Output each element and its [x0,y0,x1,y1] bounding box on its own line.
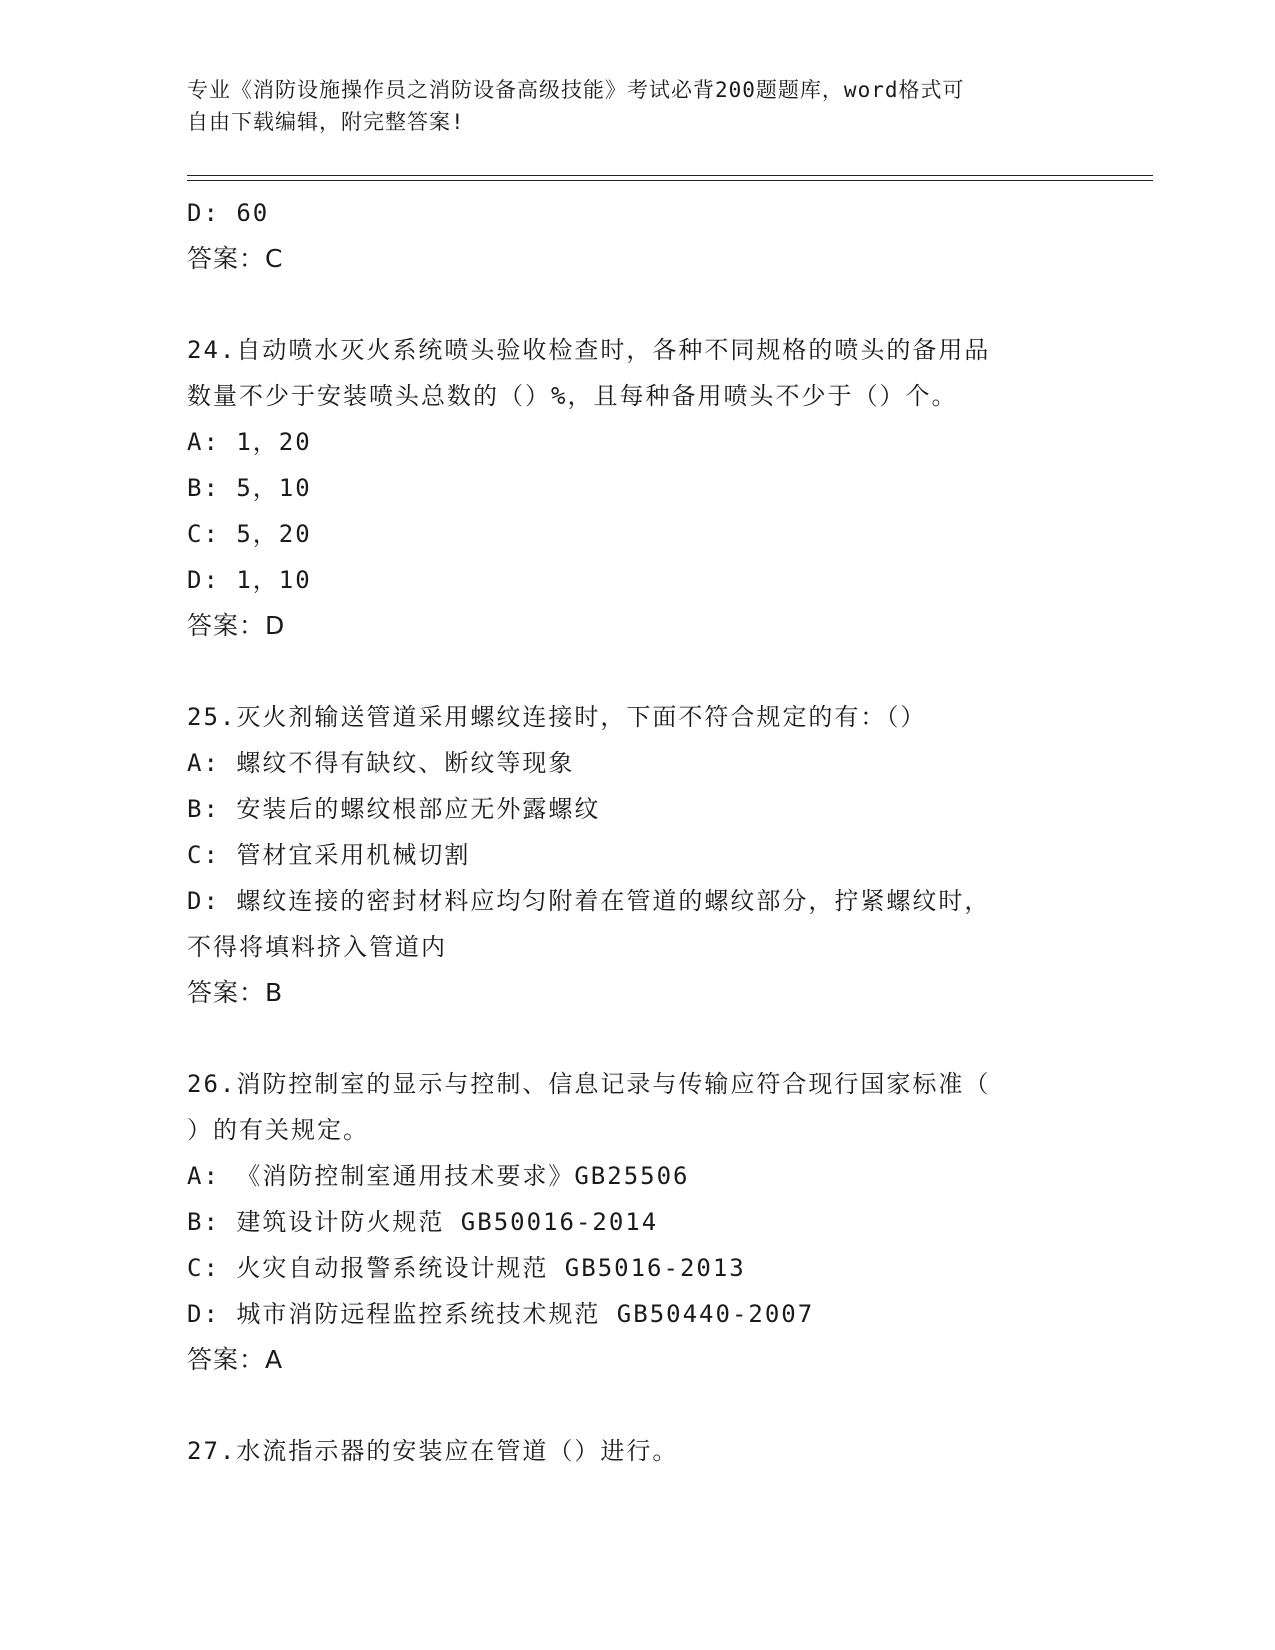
question-stem: 27.水流指示器的安装应在管道（）进行。 [187,1437,679,1465]
question-stem: 24.自动喷水灭火系统喷头验收检查时，各种不同规格的喷头的备用品 [187,336,991,364]
option-a: A: 1，20 [187,428,312,456]
option-d: D: 城市消防远程监控系统技术规范 GB50440-2007 [187,1300,815,1328]
question-stem: 数量不少于安装喷头总数的（）%，且每种备用喷头不少于（）个。 [187,382,958,410]
header-line-1: 专业《消防设施操作员之消防设备高级技能》考试必背200题题库，word格式可 [187,78,965,102]
option-c: C: 5，20 [187,520,312,548]
question-26 [187,1061,1087,1383]
option-a: A: 螺纹不得有缺纹、断纹等现象 [187,749,575,777]
answer-line: 答案：C [187,244,284,273]
option-b: B: 安装后的螺纹根部应无外露螺纹 [187,795,601,823]
option-a: A: 《消防控制室通用技术要求》GB25506 [187,1162,690,1190]
question-stem: ）的有关规定。 [187,1116,369,1144]
option-d: D: 1，10 [187,566,312,594]
option-c: C: 火灾自动报警系统设计规范 GB5016-2013 [187,1254,746,1282]
option-c: C: 管材宜采用机械切割 [187,841,471,869]
header-rule-bottom [187,180,1153,181]
header-rule-top [187,175,1153,176]
question-27 [187,1428,1087,1474]
answer-line: 答案：A [187,1345,284,1374]
option-b: B: 5，10 [187,474,312,502]
question-24 [187,327,1087,649]
question-stem: 25.灭火剂输送管道采用螺纹连接时，下面不符合规定的有：（） [187,703,927,731]
page-header [187,74,1067,138]
option-d-continued: 不得将填料挤入管道内 [187,933,447,961]
header-line-2: 自由下载编辑，附完整答案! [187,110,465,134]
question-25 [187,694,1087,1016]
answer-line: 答案：B [187,978,284,1007]
question-content [187,190,1087,1474]
option-d: D: 60 [187,199,270,227]
option-d: D: 螺纹连接的密封材料应均匀附着在管道的螺纹部分，拧紧螺纹时， [187,887,991,915]
answer-line: 答案：D [187,611,286,640]
question-stem: 26.消防控制室的显示与控制、信息记录与传输应符合现行国家标准（ [187,1070,991,1098]
option-b: B: 建筑设计防火规范 GB50016-2014 [187,1208,659,1236]
